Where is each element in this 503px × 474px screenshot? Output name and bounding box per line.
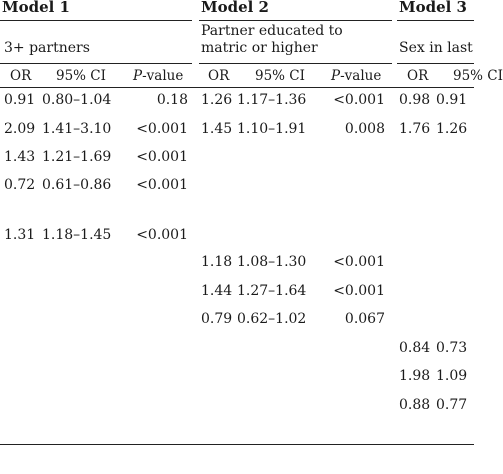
row-8-m2-or-cell: 0.79 — [201, 311, 233, 327]
row-2-m3-or-cell: 1.76 — [399, 121, 431, 137]
m1-ci-header: 95% CI — [56, 68, 106, 84]
model-1-subheader: 3+ partners — [4, 40, 90, 56]
row-1-m2-p-cell: <0.001 — [333, 92, 385, 108]
model-3-subheader: Sex in last — [399, 40, 473, 56]
row-4-m1-ci-cell: 0.61–0.86 — [42, 177, 112, 193]
row-6-m2-p-cell: <0.001 — [333, 254, 385, 270]
row-5-m1-or-cell: 1.31 — [4, 227, 36, 243]
row-4-m1-p-cell: <0.001 — [136, 177, 188, 193]
row-11-m3-or-cell: 0.88 — [399, 397, 431, 413]
row-7-m2-or-cell: 1.44 — [201, 283, 233, 299]
row-2-m2-p-cell: 0.008 — [344, 121, 385, 137]
row-1-m2-ci-cell: 1.17–1.36 — [237, 92, 307, 108]
model-1-title: Model 1 — [2, 0, 70, 16]
row-3-m1-ci-cell: 1.21–1.69 — [42, 149, 112, 165]
row-4-m1-or-cell: 0.72 — [4, 177, 36, 193]
row-1-m2-or-cell: 1.26 — [201, 92, 233, 108]
model-1-subrule — [0, 63, 192, 64]
model-1-rule — [0, 20, 192, 21]
row-2-m1-or-cell: 2.09 — [4, 121, 36, 137]
row-1-m1-or-cell: 0.91 — [4, 92, 36, 108]
row-2-m2-ci-cell: 1.10–1.91 — [237, 121, 307, 137]
model-2-subrule — [199, 63, 392, 64]
model-3-rule — [397, 20, 474, 21]
row-5-m1-p-cell: <0.001 — [136, 227, 188, 243]
m1-or-header: OR — [10, 68, 32, 84]
m2-p-header: P-value — [331, 68, 382, 84]
m1-p-header: P-value — [133, 68, 184, 84]
model-2-subheader-line2: matric or higher — [201, 40, 318, 56]
m3-ci-header: 95% CI — [453, 68, 503, 84]
row-10-m3-or-cell: 1.98 — [399, 368, 431, 384]
row-1-m3-or-cell: 0.98 — [399, 92, 431, 108]
row-2-m3-ci-cell: 1.26 — [436, 121, 468, 137]
model-2-subheader-line1: Partner educated to — [201, 23, 343, 39]
row-11-m3-ci-cell: 0.77 — [436, 397, 468, 413]
row-6-m2-or-cell: 1.18 — [201, 254, 233, 270]
row-3-m1-p-cell: <0.001 — [136, 149, 188, 165]
row-8-m2-p-cell: 0.067 — [344, 311, 385, 327]
model-3-title: Model 3 — [399, 0, 467, 16]
m2-ci-header: 95% CI — [255, 68, 305, 84]
row-1-m3-ci-cell: 0.91 — [436, 92, 468, 108]
model-2-rule — [199, 20, 392, 21]
row-7-m2-p-cell: <0.001 — [333, 283, 385, 299]
table-bottom-rule — [0, 444, 474, 445]
row-5-m1-ci-cell: 1.18–1.45 — [42, 227, 112, 243]
header-bottom-rule — [0, 87, 474, 88]
row-9-m3-ci-cell: 0.73 — [436, 340, 468, 356]
row-2-m1-ci-cell: 1.41–3.10 — [42, 121, 112, 137]
row-2-m1-p-cell: <0.001 — [136, 121, 188, 137]
m3-or-header: OR — [407, 68, 429, 84]
row-7-m2-ci-cell: 1.27–1.64 — [237, 283, 307, 299]
row-2-m2-or-cell: 1.45 — [201, 121, 233, 137]
row-10-m3-ci-cell: 1.09 — [436, 368, 468, 384]
row-8-m2-ci-cell: 0.62–1.02 — [237, 311, 307, 327]
row-6-m2-ci-cell: 1.08–1.30 — [237, 254, 307, 270]
model-3-subrule — [397, 63, 474, 64]
row-3-m1-or-cell: 1.43 — [4, 149, 36, 165]
row-9-m3-or-cell: 0.84 — [399, 340, 431, 356]
row-1-m1-p-cell: 0.18 — [156, 92, 188, 108]
m2-or-header: OR — [208, 68, 230, 84]
model-2-title: Model 2 — [201, 0, 269, 16]
row-1-m1-ci-cell: 0.80–1.04 — [42, 92, 112, 108]
